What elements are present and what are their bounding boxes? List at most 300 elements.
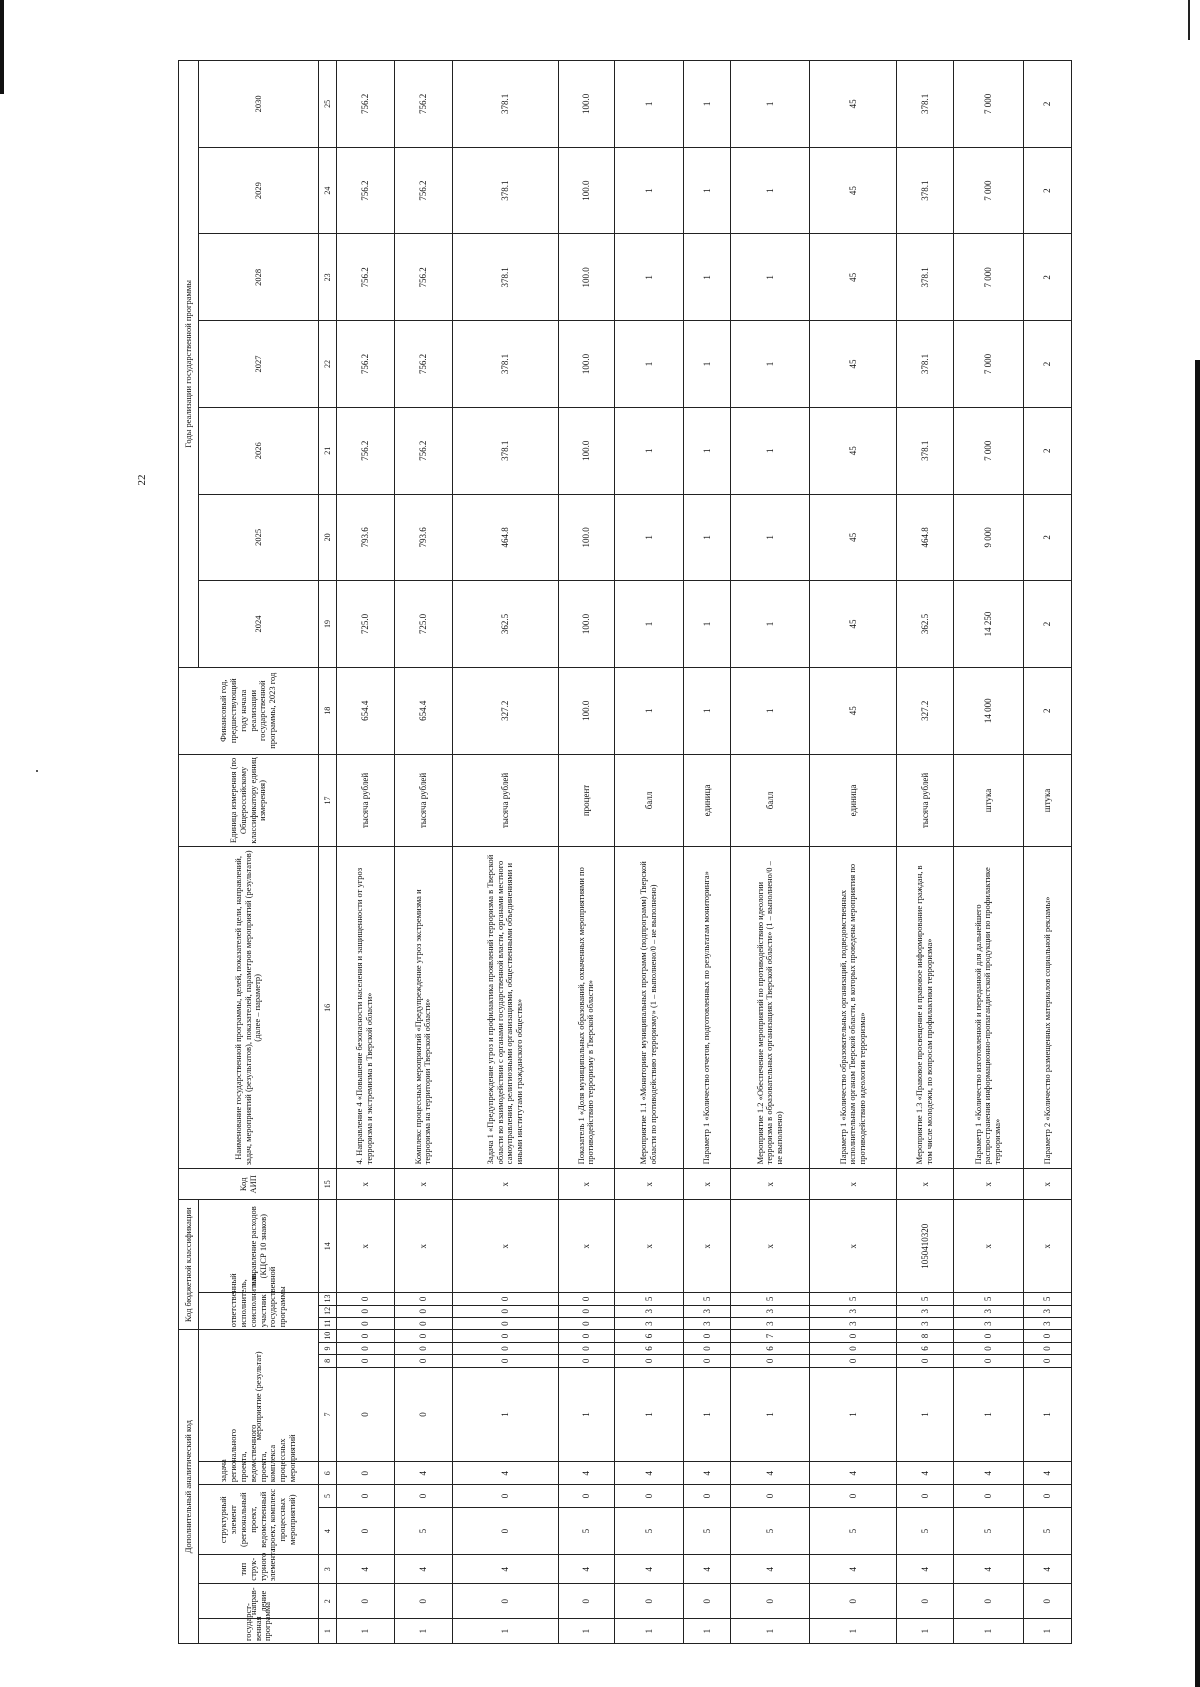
column-number: 2 (319, 1584, 337, 1619)
code-cell: 3 (683, 1317, 731, 1329)
header-unit: Единица измерения (по Общероссийскому классификатору единиц измерения) (179, 754, 319, 847)
column-number: 15 (319, 1169, 337, 1200)
year-value: 100.0 (558, 321, 614, 408)
code-cell: 0 (394, 1317, 452, 1329)
year-value: 378.1 (897, 321, 953, 408)
row-name: Показатель 1 «Доля муниципальных образований, охваченных мероприятиями по противодействию терроризму в Тверской области» (558, 847, 614, 1169)
code-cell: 1 (953, 1367, 1024, 1462)
table-row (394, 61, 452, 1644)
year-value: 1 (614, 407, 683, 494)
code-cell: 0 (336, 1462, 394, 1485)
code-cell: 0 (731, 1584, 810, 1619)
column-number: 12 (319, 1305, 337, 1317)
row-name: Параметр 1 «Количество отчетов, подготовленных по результатам мониторинга» (683, 847, 731, 1169)
code-cell: 3 (953, 1317, 1024, 1329)
header-year-2027: 2027 (199, 321, 319, 408)
code-cell: 3 (614, 1305, 683, 1317)
column-number: 17 (319, 754, 337, 847)
code-cell: 0 (394, 1330, 452, 1343)
code-cell: 0 (452, 1342, 558, 1354)
code-cell: 4 (558, 1462, 614, 1485)
code-cell: 0 (953, 1485, 1024, 1508)
code-cell: 5 (394, 1507, 452, 1554)
year-value: 756.2 (336, 61, 394, 148)
row-base-2023: 327.2 (897, 667, 953, 754)
code-cell: 3 (731, 1317, 810, 1329)
table-row (731, 61, 810, 1644)
code-cell: 4 (810, 1462, 897, 1485)
year-value: 1 (683, 581, 731, 668)
year-value: 378.1 (897, 234, 953, 321)
code-cell: 0 (336, 1367, 394, 1462)
year-value: 1 (731, 407, 810, 494)
code-cell: 4 (394, 1555, 452, 1584)
code-cell: 3 (897, 1305, 953, 1317)
row-base-2023: 654.4 (336, 667, 394, 754)
code-cell: 0 (336, 1342, 394, 1354)
column-number: 20 (319, 494, 337, 581)
table-body (319, 61, 1072, 1644)
header-name: Наименование государственной программы, целей, показателей цели, направлений, задач, мероприятий (результатов), показателей, параметров мероприятий (результатов) (далее – параметр) (179, 847, 319, 1169)
code-cell: 0 (394, 1342, 452, 1354)
program-table (178, 60, 1072, 1644)
column-number: 14 (319, 1200, 337, 1293)
year-value: 1 (614, 494, 683, 581)
code-cell: 0 (558, 1305, 614, 1317)
year-value: 2 (1024, 494, 1072, 581)
column-number: 4 (319, 1507, 337, 1554)
column-number: 7 (319, 1367, 337, 1462)
code-cell: 7 (731, 1330, 810, 1343)
year-value: 7 000 (953, 321, 1024, 408)
code-cell: 4 (897, 1462, 953, 1485)
year-value: 378.1 (897, 61, 953, 148)
code-cell: 5 (897, 1507, 953, 1554)
code-cell: 1 (614, 1367, 683, 1462)
column-number: 21 (319, 407, 337, 494)
code-cell: 0 (452, 1584, 558, 1619)
year-value: 378.1 (897, 407, 953, 494)
code-cell: х (683, 1169, 731, 1200)
row-name: Задача 1 «Предупреждение угроз и профилактика проявлений терроризма в Тверской области во взаимодействии с органами государственной власти, органами местного самоуправления, религиозными организациями, общественными объединениями и иными институтами гражданского общества» (452, 847, 558, 1169)
header-expense-direction: направление расходов (КЦСР 10 знаков) (199, 1200, 319, 1293)
column-number: 9 (319, 1342, 337, 1354)
row-base-2023: 1 (683, 667, 731, 754)
header-year-2028: 2028 (199, 234, 319, 321)
column-number-row (319, 61, 337, 1644)
column-number: 3 (319, 1555, 337, 1584)
year-value: 100.0 (558, 581, 614, 668)
year-value: 378.1 (452, 407, 558, 494)
code-cell: 0 (1024, 1584, 1072, 1619)
code-cell: 5 (810, 1293, 897, 1305)
row-name: Мероприятие 1.2 «Обеспечение мероприятий по противодействию идеологии терроризма в образовательных организациях Тверской области» (1 – выполнено/0 – не выполнено) (731, 847, 810, 1169)
code-cell: 4 (897, 1555, 953, 1584)
row-name: Мероприятие 1.3 «Правовое просвещение и правовое информирование граждан, в том числе молодежи, по вопросам профилактики терроризма» (897, 847, 953, 1169)
code-cell: 5 (953, 1507, 1024, 1554)
code-cell: 1 (897, 1619, 953, 1644)
code-cell: 4 (394, 1462, 452, 1485)
column-number: 10 (319, 1330, 337, 1343)
code-cell: 4 (1024, 1462, 1072, 1485)
header-year-2025: 2025 (199, 494, 319, 581)
code-cell: 0 (336, 1355, 394, 1367)
code-cell: 0 (897, 1355, 953, 1367)
code-cell: 0 (683, 1342, 731, 1354)
year-value: 1 (614, 581, 683, 668)
row-name: Параметр 1 «Количество образовательных организаций, подведомственных исполнительным органам Тверской области, в которых проведены мероприятия по противодействию идеологии терроризма» (810, 847, 897, 1169)
code-cell: 0 (452, 1355, 558, 1367)
code-cell: 0 (394, 1355, 452, 1367)
row-base-2023: 2 (1024, 667, 1072, 754)
code-cell: 0 (897, 1584, 953, 1619)
year-value: 378.1 (897, 147, 953, 234)
code-cell: 1 (558, 1619, 614, 1644)
year-value: 378.1 (452, 61, 558, 148)
code-cell: х (810, 1169, 897, 1200)
year-value: 9 000 (953, 494, 1024, 581)
code-cell: 0 (558, 1584, 614, 1619)
table-row (336, 61, 394, 1644)
header-year-2030: 2030 (199, 61, 319, 148)
row-unit: тысяча рублей (452, 754, 558, 847)
year-value: 793.6 (336, 494, 394, 581)
code-cell: 1 (810, 1619, 897, 1644)
year-value: 756.2 (394, 234, 452, 321)
year-value: 7 000 (953, 234, 1024, 321)
code-cell: х (1024, 1200, 1072, 1293)
year-value: 378.1 (452, 147, 558, 234)
row-base-2023: 327.2 (452, 667, 558, 754)
year-value: 7 000 (953, 407, 1024, 494)
year-value: 2 (1024, 407, 1072, 494)
year-value: 45 (810, 147, 897, 234)
code-cell: х (683, 1200, 731, 1293)
code-cell: 3 (683, 1305, 731, 1317)
code-cell: х (810, 1200, 897, 1293)
code-cell: 0 (953, 1330, 1024, 1343)
year-value: 45 (810, 581, 897, 668)
code-cell: 0 (810, 1330, 897, 1343)
row-name: Комплекс процессных мероприятий «Предупреждение угроз экстремизма и терроризма на территории Тверской области» (394, 847, 452, 1169)
row-name: 4. Направление 4 «Повышение безопасности населения и защищенности от угроз терроризма и экстремизма в Тверской области» (336, 847, 394, 1169)
code-cell: 4 (614, 1462, 683, 1485)
code-cell: 1 (1024, 1367, 1072, 1462)
header-budget-code: Код бюджетной классификации (179, 1200, 199, 1330)
year-value: 45 (810, 407, 897, 494)
year-value: 1 (683, 147, 731, 234)
code-cell: 1 (683, 1619, 731, 1644)
year-value: 1 (683, 407, 731, 494)
code-cell: 5 (810, 1507, 897, 1554)
code-cell: 1 (394, 1619, 452, 1644)
code-cell: 5 (683, 1293, 731, 1305)
header-aip-code: Код АИП (179, 1169, 319, 1200)
code-cell: 4 (810, 1555, 897, 1584)
code-cell: 4 (336, 1555, 394, 1584)
code-cell: 6 (731, 1342, 810, 1354)
code-cell: 0 (1024, 1355, 1072, 1367)
row-unit: балл (614, 754, 683, 847)
row-base-2023: 654.4 (394, 667, 452, 754)
code-cell: 5 (683, 1507, 731, 1554)
code-cell: 1 (953, 1619, 1024, 1644)
code-cell: х (953, 1169, 1024, 1200)
year-value: 45 (810, 234, 897, 321)
code-cell: 0 (810, 1355, 897, 1367)
year-value: 7 000 (953, 61, 1024, 148)
code-cell: х (394, 1169, 452, 1200)
year-value: 100.0 (558, 407, 614, 494)
year-value: 378.1 (452, 321, 558, 408)
code-cell: 3 (1024, 1317, 1072, 1329)
header-struct-element: структурный элемент (региональный проект, ведомственный проект, комплекс процессных мероприятий) (199, 1485, 319, 1555)
code-cell: х (953, 1200, 1024, 1293)
year-value: 756.2 (336, 234, 394, 321)
code-cell: 0 (810, 1342, 897, 1354)
code-cell: 0 (810, 1485, 897, 1508)
rotated-table-container (178, 60, 1072, 1644)
year-value: 2 (1024, 321, 1072, 408)
year-value: 100.0 (558, 234, 614, 321)
year-value: 725.0 (336, 581, 394, 668)
code-cell: 1 (558, 1367, 614, 1462)
code-cell: 3 (614, 1317, 683, 1329)
code-cell: х (558, 1169, 614, 1200)
year-value: 1 (731, 61, 810, 148)
row-unit: тысяча рублей (897, 754, 953, 847)
year-value: 756.2 (336, 147, 394, 234)
code-cell: 0 (683, 1330, 731, 1343)
code-cell: х (558, 1200, 614, 1293)
code-cell: х (614, 1200, 683, 1293)
table-row (558, 61, 614, 1644)
year-value: 45 (810, 321, 897, 408)
year-value: 14 250 (953, 581, 1024, 668)
column-number: 6 (319, 1462, 337, 1485)
code-cell: 4 (614, 1555, 683, 1584)
column-number: 22 (319, 321, 337, 408)
code-cell: 0 (452, 1507, 558, 1554)
code-cell: 5 (614, 1293, 683, 1305)
scan-edge-left (0, 0, 4, 94)
year-value: 1 (614, 234, 683, 321)
code-cell: 3 (810, 1317, 897, 1329)
row-base-2023: 45 (810, 667, 897, 754)
code-cell: 4 (452, 1555, 558, 1584)
code-cell: 4 (953, 1555, 1024, 1584)
code-cell: 0 (558, 1330, 614, 1343)
year-value: 464.8 (897, 494, 953, 581)
code-cell: 0 (953, 1355, 1024, 1367)
code-cell: 0 (683, 1355, 731, 1367)
year-value: 464.8 (452, 494, 558, 581)
row-unit: процент (558, 754, 614, 847)
year-value: 756.2 (336, 407, 394, 494)
code-cell: 0 (394, 1485, 452, 1508)
code-cell: 5 (897, 1293, 953, 1305)
row-base-2023: 100.0 (558, 667, 614, 754)
code-cell: 0 (394, 1293, 452, 1305)
code-cell: 1 (452, 1367, 558, 1462)
code-cell: 3 (1024, 1305, 1072, 1317)
column-number: 25 (319, 61, 337, 148)
year-value: 45 (810, 494, 897, 581)
code-cell: 0 (336, 1584, 394, 1619)
code-cell: 1 (336, 1619, 394, 1644)
year-value: 1 (731, 321, 810, 408)
row-base-2023: 1 (614, 667, 683, 754)
code-cell: 0 (558, 1342, 614, 1354)
code-cell: 1 (731, 1367, 810, 1462)
year-value: 2 (1024, 581, 1072, 668)
header-year-2024: 2024 (199, 581, 319, 668)
row-unit: тысяча рублей (394, 754, 452, 847)
header-additional-code: Дополнительный аналитический код (179, 1330, 199, 1644)
year-value: 362.5 (452, 581, 558, 668)
year-value: 2 (1024, 61, 1072, 148)
code-cell: 0 (953, 1584, 1024, 1619)
row-unit: штука (1024, 754, 1072, 847)
year-value: 756.2 (394, 61, 452, 148)
year-value: 2 (1024, 147, 1072, 234)
column-number: 5 (319, 1485, 337, 1508)
row-name: Параметр 2 «Количество размещенных материалов социальной рекламы» (1024, 847, 1072, 1169)
year-value: 362.5 (897, 581, 953, 668)
code-cell: 1 (810, 1367, 897, 1462)
table-row (614, 61, 683, 1644)
code-cell: х (336, 1169, 394, 1200)
table-row (810, 61, 897, 1644)
code-cell: 0 (614, 1584, 683, 1619)
header-task: задача регионального проекта, ведомственного проекта, комплекса процессных мероприятий (199, 1462, 319, 1485)
column-number: 8 (319, 1355, 337, 1367)
code-cell: 0 (810, 1584, 897, 1619)
row-unit: балл (731, 754, 810, 847)
code-cell: 8 (897, 1330, 953, 1343)
code-cell: 4 (683, 1462, 731, 1485)
year-value: 793.6 (394, 494, 452, 581)
code-cell: 3 (731, 1305, 810, 1317)
page-number: 22 (136, 474, 148, 486)
code-cell: 6 (614, 1330, 683, 1343)
code-cell: 1 (731, 1619, 810, 1644)
code-cell: 0 (1024, 1342, 1072, 1354)
code-cell: 0 (683, 1584, 731, 1619)
code-cell: 6 (897, 1342, 953, 1354)
code-cell: 4 (1024, 1555, 1072, 1584)
code-cell: 0 (452, 1293, 558, 1305)
year-value: 1 (683, 494, 731, 581)
code-cell: 0 (394, 1305, 452, 1317)
code-cell: 0 (558, 1485, 614, 1508)
header-struct-type: тип струк-турного элемента (199, 1555, 319, 1584)
column-number: 16 (319, 847, 337, 1169)
year-value: 45 (810, 61, 897, 148)
year-value: 1 (683, 61, 731, 148)
code-cell: 1 (1024, 1619, 1072, 1644)
code-cell: 4 (452, 1462, 558, 1485)
year-value: 1 (614, 147, 683, 234)
row-unit: штука (953, 754, 1024, 847)
year-value: 1 (731, 234, 810, 321)
table-row (452, 61, 558, 1644)
row-base-2023: 14 000 (953, 667, 1024, 754)
code-cell: 0 (452, 1485, 558, 1508)
code-cell: 0 (452, 1317, 558, 1329)
code-cell: 1 (452, 1619, 558, 1644)
year-value: 1 (683, 321, 731, 408)
code-cell: 4 (731, 1555, 810, 1584)
year-value: 7 000 (953, 147, 1024, 234)
code-cell: 0 (1024, 1485, 1072, 1508)
scan-edge-right-top (1188, 0, 1190, 40)
header-executor: ответственный исполнитель, соисполнитель, участник государственной программы (199, 1293, 319, 1330)
code-cell: 3 (897, 1317, 953, 1329)
code-cell: х (452, 1200, 558, 1293)
column-number: 11 (319, 1317, 337, 1329)
code-cell: 0 (1024, 1330, 1072, 1343)
year-value: 1 (614, 61, 683, 148)
code-cell: 0 (394, 1367, 452, 1462)
code-cell: 0 (558, 1317, 614, 1329)
code-cell: 0 (614, 1485, 683, 1508)
row-name: Мероприятие 1.1 «Мониторинг муниципальных программ (подпрограмм) Тверской области по противодействию терроризму» (1 – выполнено/0 – не выполнено) (614, 847, 683, 1169)
code-cell: 5 (953, 1293, 1024, 1305)
year-value: 100.0 (558, 494, 614, 581)
row-unit: тысяча рублей (336, 754, 394, 847)
code-cell: 0 (336, 1305, 394, 1317)
code-cell: 1 (683, 1367, 731, 1462)
code-cell: 0 (953, 1342, 1024, 1354)
column-number: 19 (319, 581, 337, 668)
row-unit: единица (683, 754, 731, 847)
row-name: Параметр 1 «Количество изготовленной и переданной для дальнейшего распространения информационно-пропагандистской продукции по профилактике терроризма» (953, 847, 1024, 1169)
code-cell: 1050410320 (897, 1200, 953, 1293)
year-value: 378.1 (452, 234, 558, 321)
year-value: 756.2 (394, 147, 452, 234)
code-cell: 4 (953, 1462, 1024, 1485)
code-cell: 0 (336, 1330, 394, 1343)
code-cell: 4 (558, 1555, 614, 1584)
year-value: 725.0 (394, 581, 452, 668)
header-years-group: Годы реализации государственной программы (179, 61, 199, 668)
year-value: 756.2 (336, 321, 394, 408)
code-cell: 0 (897, 1485, 953, 1508)
column-number: 13 (319, 1293, 337, 1305)
code-cell: 0 (336, 1317, 394, 1329)
code-cell: 5 (731, 1507, 810, 1554)
code-cell: 0 (394, 1584, 452, 1619)
header-financial-year: Финансовый год, предшествующий году начала реализации государственной программы, 2023 год (179, 667, 319, 754)
code-cell: х (1024, 1169, 1072, 1200)
code-cell: 0 (336, 1507, 394, 1554)
code-cell: 3 (953, 1305, 1024, 1317)
code-cell: х (614, 1169, 683, 1200)
year-value: 1 (683, 234, 731, 321)
year-value: 756.2 (394, 407, 452, 494)
row-unit: единица (810, 754, 897, 847)
code-cell: 5 (731, 1293, 810, 1305)
year-value: 2 (1024, 234, 1072, 321)
code-cell: 5 (1024, 1507, 1072, 1554)
code-cell: х (394, 1200, 452, 1293)
header-year-2026: 2026 (199, 407, 319, 494)
header-event: мероприятие (результат) (199, 1330, 319, 1462)
code-cell: 5 (614, 1507, 683, 1554)
code-cell: 4 (683, 1555, 731, 1584)
column-number: 23 (319, 234, 337, 321)
